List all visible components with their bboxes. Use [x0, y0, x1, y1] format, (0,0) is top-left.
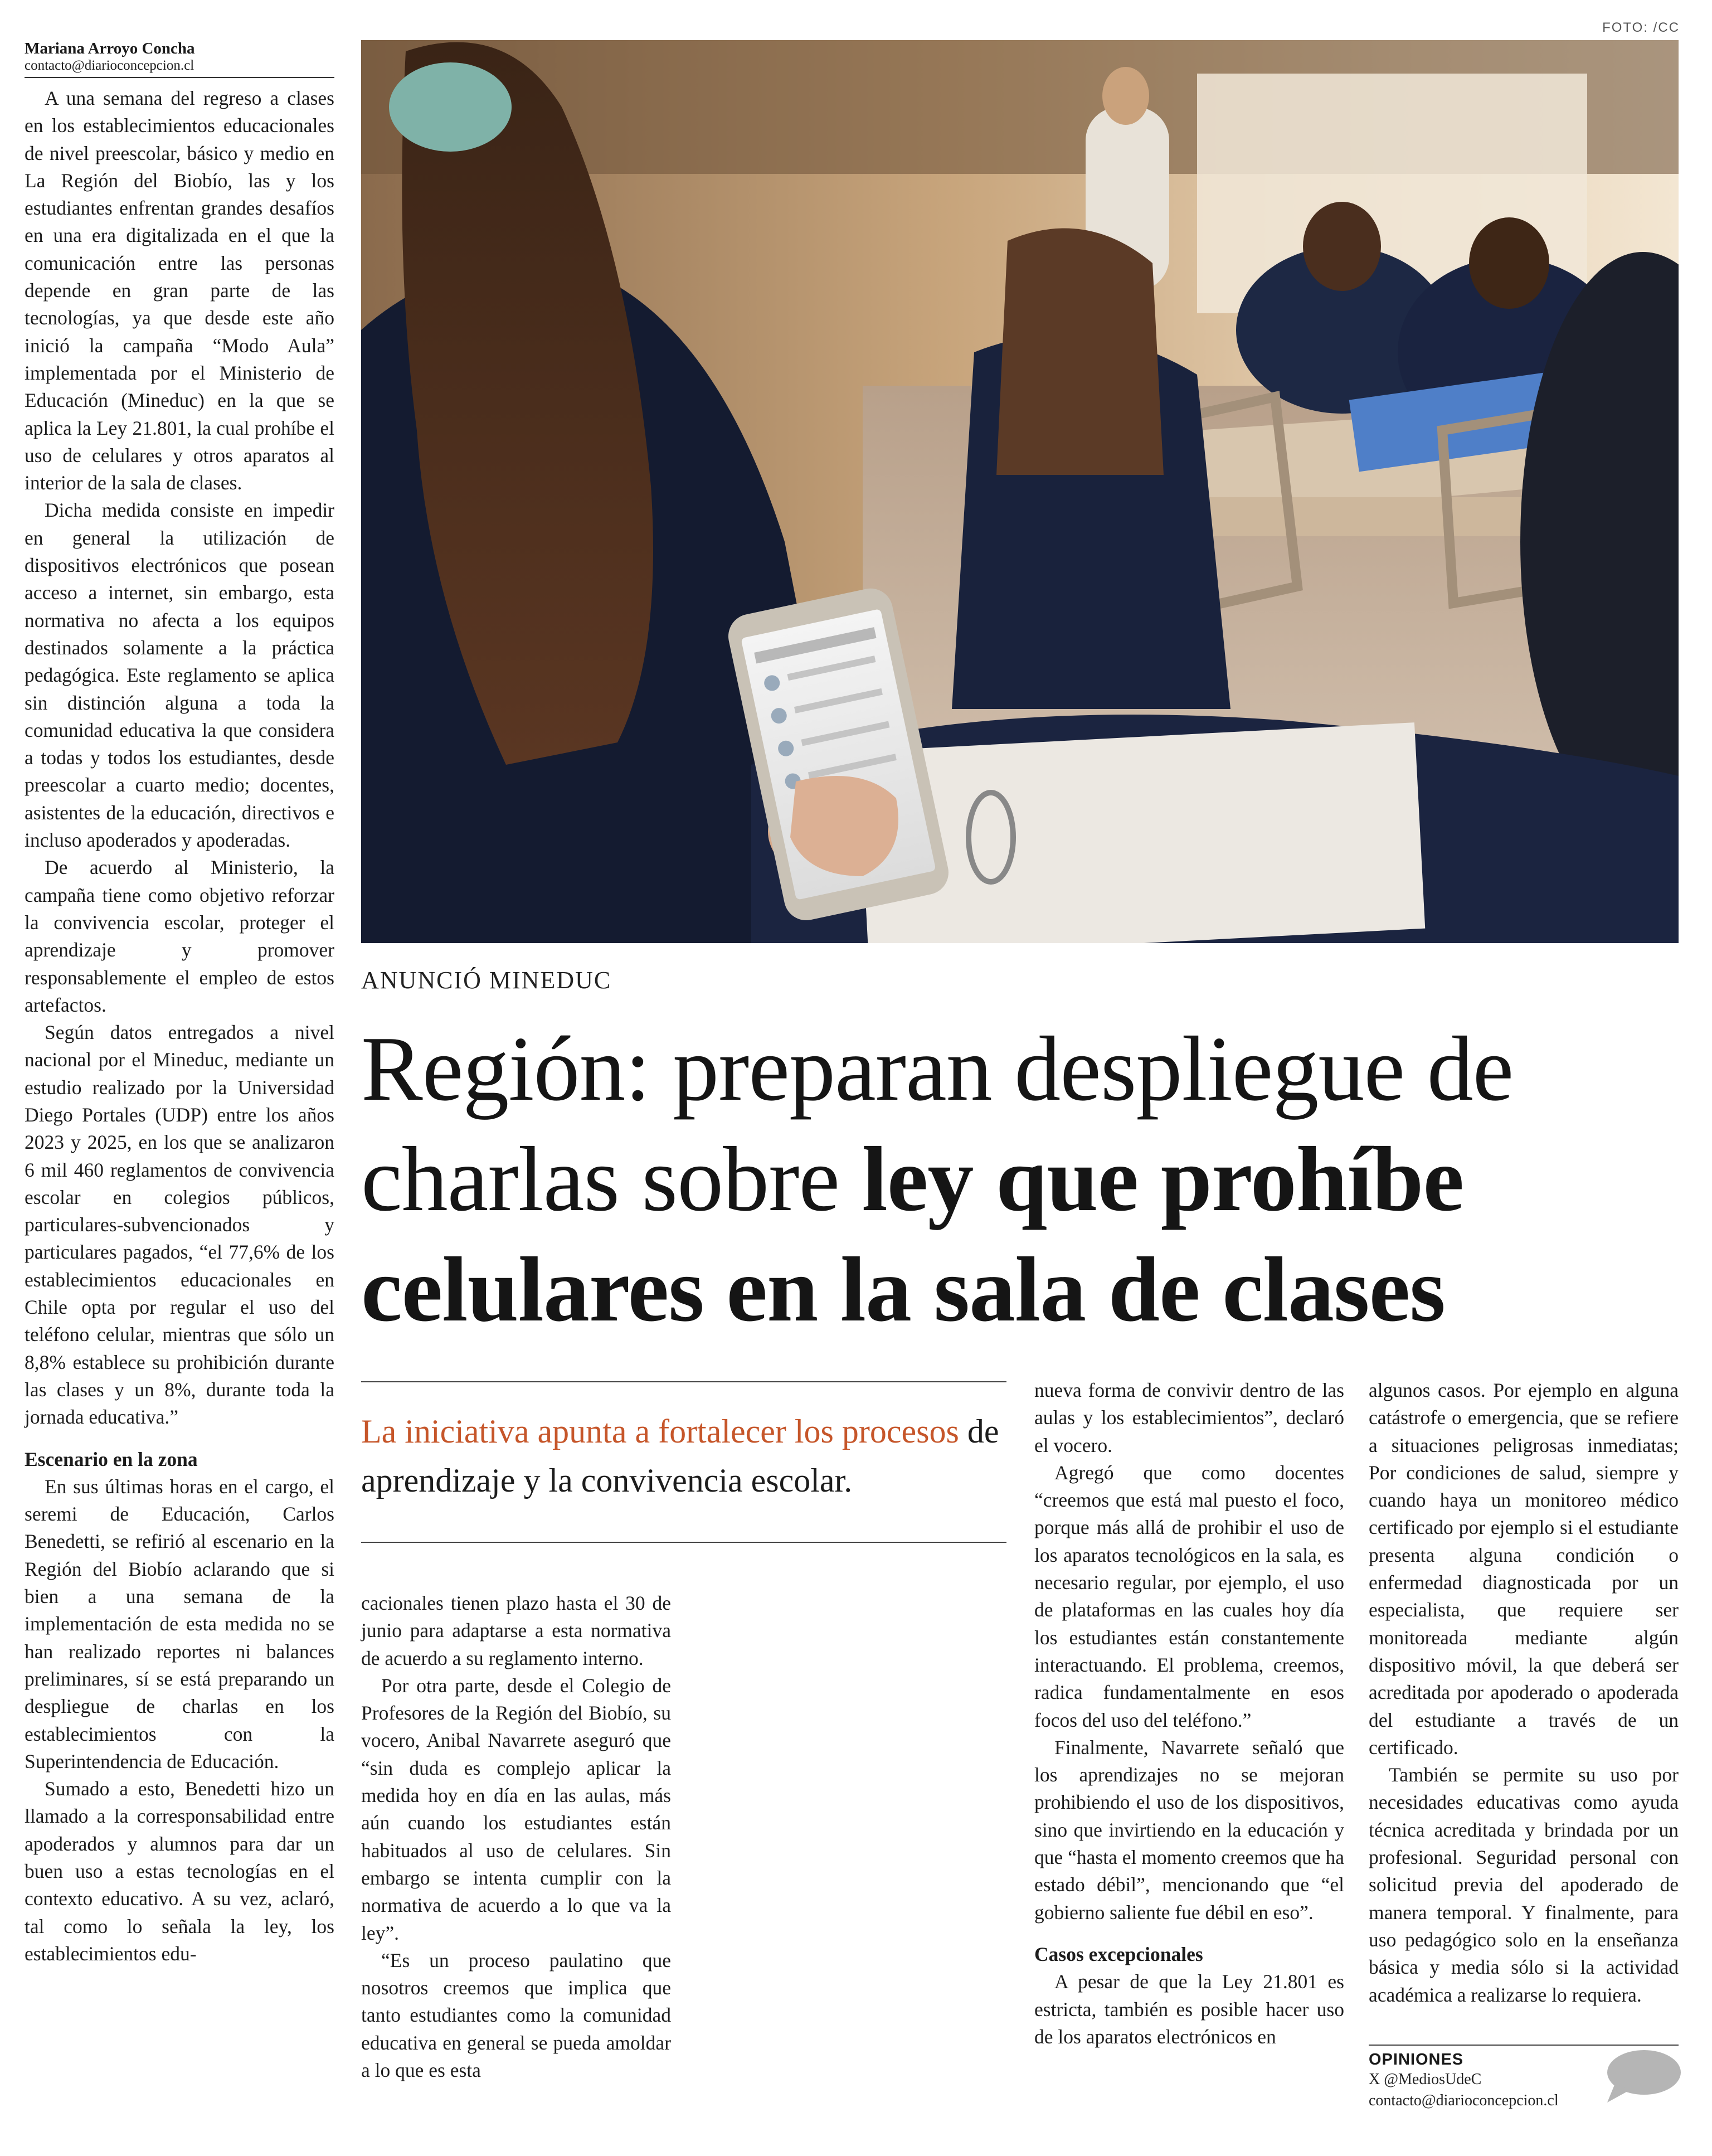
lead-box — [361, 1381, 1006, 1543]
kicker: ANUNCIÓ MINEDUC — [361, 967, 612, 994]
opinions-label: OPINIONES — [1369, 2051, 1464, 2068]
paragraph: Según datos entregados a nivel nacional por el Mineduc, mediante un estudio realizado por la Universidad Diego Portales (UDP) entre los años 2023 y 2025, en los que se analizaron 6 mil 460 reglamentos de convivencia escolar en colegios públicos, particulares-subvencionados y particulares pagados, “el 77,6% de los establecimientos educacionales en Chile opta por regular el uso del teléfono celular, mientras que sólo un 8,8% establece su prohibición durante las clases y un 8%, durante toda la jornada educativa.” — [25, 1021, 334, 1429]
paragraph: De acuerdo al Ministerio, la campaña tiene como objetivo reforzar la convivencia escolar, proteger el aprendizaje y promover responsablemente el empleo de estos artefactos. — [25, 856, 334, 1016]
paragraph: Agregó que como docentes “creemos que está mal puesto el foco, porque más allá de prohibir el uso de los aparatos tecnológicos en la sala, es necesario regular, por ejemplo, el uso de plataformas en las cuales hoy día los estudiantes están constantemente interactuando. El problema, creemos, radica fundamentalmente en esos focos del uso del teléfono.” — [1034, 1461, 1344, 1731]
byline — [25, 39, 334, 78]
paragraph: Dicha medida consiste en impedir en general la utilización de dispositivos electrónicos que posean acceso a internet, sin embargo, esta normativa no afecta a los equipos destinados solamente a la práctica pedagógica. Este reglamento se aplica sin distinción alguna a toda la comunidad educativa la que considera a todas y todos los estudiantes, desde preescolar a cuarto medio; docentes, asistentes de la educación, directivos e incluso apoderados y apoderadas. — [25, 499, 334, 852]
paragraph: nueva forma de convivir dentro de las aulas y los establecimientos”, declaró el vocero. — [1034, 1379, 1344, 1456]
opinions-email: contacto@diarioconcepcion.cl — [1369, 2092, 1559, 2109]
column-2 — [361, 1590, 671, 2084]
paragraph: cacionales tienen plazo hasta el 30 de junio para adaptarse a esta normativa de acuerdo a su reglamento interno. — [361, 1592, 671, 1669]
paragraph: En sus últimas horas en el cargo, el seremi de Educación, Carlos Benedetti, se refirió al escenario en la Región del Biobío aclarando que si bien a una semana de la implementación de esta medida no se han realizado reportes ni balances preliminares, sí se está preparando un despliegue de charlas en los establecimientos con la Superintendencia de Educación. — [25, 1475, 334, 1773]
paragraph: A una semana del regreso a clases en los establecimientos educacionales de nivel preescolar, básico y medio en La Región del Biobío, las y los estudiantes enfrentan grandes desafíos en una era digitalizada en el que la comunicación entre las personas depende en gran parte de las tecnologías, ya que desde este año inició la campaña “Modo Aula” implementada por el Ministerio de Educación (Mineduc) en la que se aplica la Ley 21.801, la cual prohíbe el uso de celulares y otros aparatos al interior de la sala de clases. — [25, 87, 334, 494]
author-email: contacto@diarioconcepcion.cl — [25, 58, 194, 73]
column-3 — [1034, 1377, 1344, 2051]
subhead: Escenario en la zona — [25, 1448, 198, 1470]
column-1 — [25, 85, 334, 1968]
column-4 — [1369, 1377, 1679, 2009]
headline-part2: ley que prohíbe celulares en la sala de clases — [361, 1128, 1464, 1341]
lead-rest: de aprendizaje y la convivencia escolar. — [361, 1413, 999, 1499]
article-photo — [361, 40, 1679, 943]
paragraph: algunos casos. Por ejemplo en alguna catástrofe o emergencia, que se refiere a situaciones peligrosas inmediatas; Por condiciones de salud, siempre y cuando haya un monitoreo médico certificado por ejemplo si el estudiante presenta alguna condición o enfermedad diagnosticada por un especialista, que requiere ser monitoreada mediante algún dispositivo móvil, la que deberá ser acreditada por apoderado o apoderada del estudiante a través de un certificado. — [1369, 1379, 1679, 1759]
paragraph: A pesar de que la Ley 21.801 es estricta, también es posible hacer uso de los aparatos electrónicos en — [1034, 1970, 1344, 2048]
subhead: Casos excepcionales — [1034, 1943, 1203, 1965]
paragraph: “Es un proceso paulatino que nosotros creemos que implica que tanto estudiantes como la comunidad educativa en general se pueda amoldar a lo que es esta — [361, 1949, 671, 2082]
headline — [361, 1013, 1687, 1344]
speech-bubble-icon — [1604, 2049, 1682, 2108]
paragraph: También se permite su uso por necesidades educativas como ayuda técnica acreditada y brindada por un profesional. Seguridad personal con solicitud previa del apoderado de manera temporal. Y finalmente, para uso pedagógico solo en la enseñanza básica y media sólo si la actividad académica a realizarse lo requiera. — [1369, 1764, 1679, 2006]
lead-highlight: La iniciativa apunta a fortalecer los procesos — [361, 1413, 959, 1450]
paragraph: Por otra parte, desde el Colegio de Profesores de la Región del Biobío, su vocero, Anibal Navarrete aseguró que “sin duda es complejo aplicar la medida hoy en día en las aulas, más aún cuando los estudiantes están habituados al uso de celulares. Sin embargo se intenta cumplir con la normativa de acuerdo a lo que va la ley”. — [361, 1674, 671, 1944]
author-name: Mariana Arroyo Concha — [25, 40, 195, 57]
headline-part1: Región: preparan despliegue de charlas sobre — [361, 1017, 1514, 1230]
paragraph: Sumado a esto, Benedetti hizo un llamado a la corresponsabilidad entre apoderados y alumnos para dar un buen uso a estas tecnologías en el contexto educativo. A su vez, aclaró, tal como lo señala la ley, los establecimientos edu- — [25, 1778, 334, 1965]
paragraph: Finalmente, Navarrete señaló que los aprendizajes no se mejoran prohibiendo el uso de los dispositivos, sino que invirtiendo en la educación y que “hasta el momento creemos que ha estado débil”, mencionando que “el gobierno saliente fue débil en eso”. — [1034, 1736, 1344, 1924]
opinions-social: X @MediosUdeC — [1369, 2071, 1482, 2088]
photo-credit: FOTO: /CC — [1602, 20, 1680, 35]
